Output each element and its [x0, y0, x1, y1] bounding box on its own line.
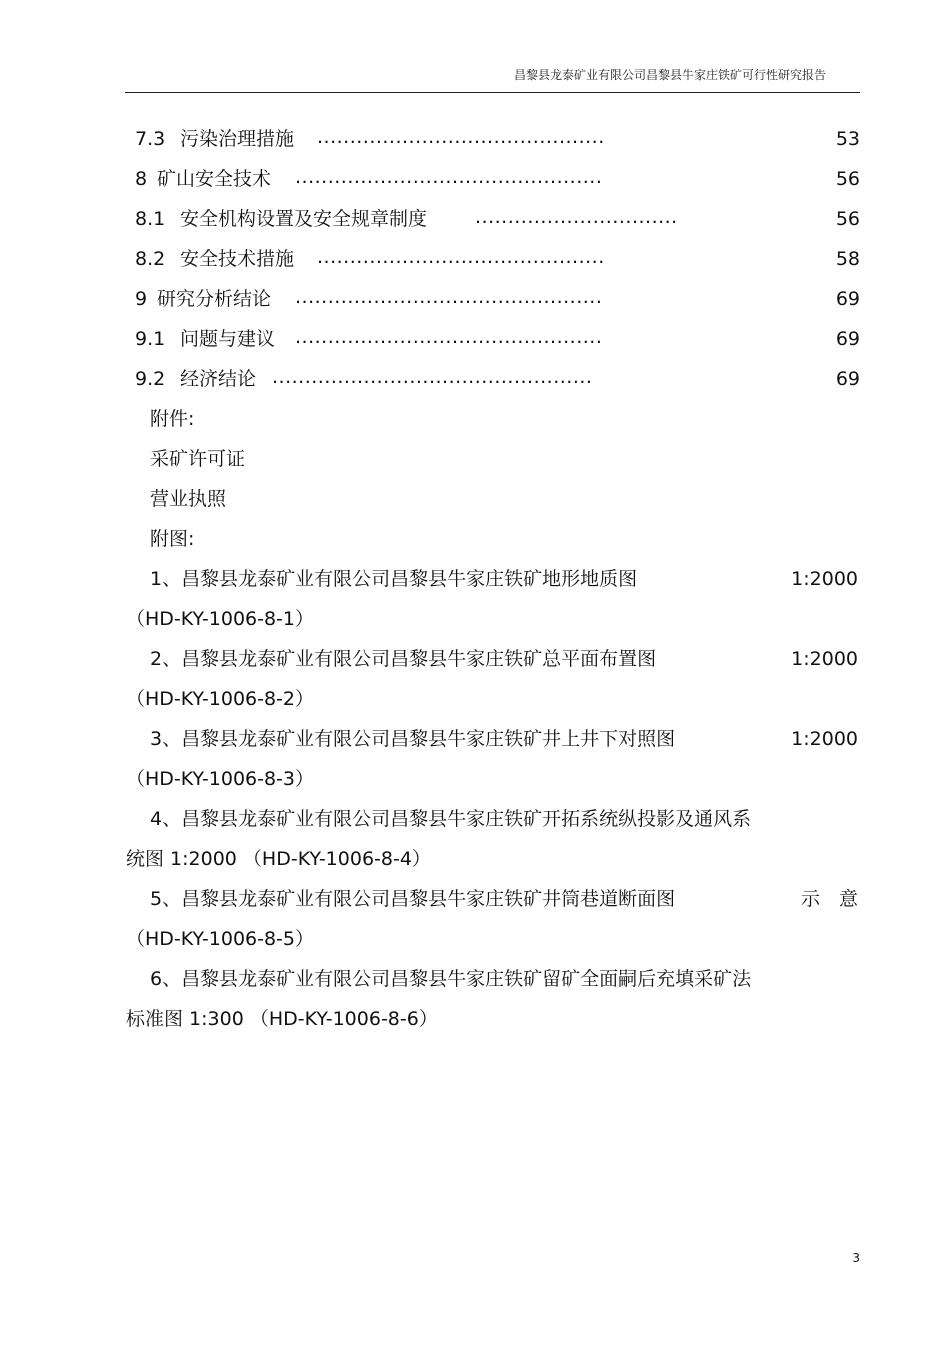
toc-number: 8.2	[135, 248, 166, 270]
toc-title: 研究分析结论	[157, 288, 272, 310]
toc-number: 8	[135, 168, 148, 190]
attachments-label: 附件:	[150, 408, 195, 430]
figure-code: （HD-KY-1006-8-1）	[126, 608, 315, 630]
toc-title: 矿山安全技术	[157, 168, 272, 190]
figure-code: 标准图 1:300 （HD-KY-1006-8-6）	[126, 1008, 438, 1030]
toc-title: 污染治理措施	[180, 128, 295, 150]
toc-row[interactable]	[135, 125, 860, 153]
toc-number: 9.1	[135, 328, 166, 350]
toc-row[interactable]	[135, 285, 860, 313]
toc-row[interactable]	[135, 245, 860, 273]
page-header	[125, 64, 860, 93]
toc-leader-dots: ...............................	[475, 206, 678, 228]
toc-page: 69	[835, 368, 860, 390]
figure-code: （HD-KY-1006-8-5）	[126, 928, 315, 950]
figure-title: 3、昌黎县龙泰矿业有限公司昌黎县牛家庄铁矿井上井下对照图	[150, 728, 676, 750]
toc-page: 58	[835, 248, 860, 270]
toc-title: 安全机构设置及安全规章制度	[180, 208, 428, 230]
header-title: 昌黎县龙泰矿业有限公司昌黎县牛家庄铁矿可行性研究报告	[513, 68, 826, 82]
toc-leader-dots: ...............................................	[295, 166, 603, 188]
figure-scale: 示 意	[800, 888, 858, 910]
toc-number: 7.3	[135, 128, 166, 150]
attachment-item: 采矿许可证	[150, 448, 246, 470]
figure-code: 统图 1:2000 （HD-KY-1006-8-4）	[126, 848, 431, 870]
toc-number: 9.2	[135, 368, 166, 390]
toc-leader-dots: ...............................................	[295, 286, 603, 308]
figure-scale: 1:2000	[791, 568, 858, 590]
toc-number: 9	[135, 288, 148, 310]
figures-label: 附图:	[150, 528, 195, 550]
figure-title: 6、昌黎县龙泰矿业有限公司昌黎县牛家庄铁矿留矿全面嗣后充填采矿法	[150, 968, 752, 990]
toc-row[interactable]	[135, 165, 860, 193]
figure-scale: 1:2000	[791, 648, 858, 670]
figure-title: 5、昌黎县龙泰矿业有限公司昌黎县牛家庄铁矿井筒巷道断面图	[150, 888, 676, 910]
toc-row[interactable]	[135, 205, 860, 233]
page-number: 3	[852, 1251, 860, 1265]
toc-row[interactable]	[135, 365, 860, 393]
toc-page: 56	[835, 168, 860, 190]
toc-leader-dots: ............................................	[317, 126, 605, 148]
figure-scale: 1:2000	[791, 728, 858, 750]
attachment-item: 营业执照	[150, 488, 227, 510]
toc-page: 69	[835, 328, 860, 350]
toc-page: 53	[835, 128, 860, 150]
toc-leader-dots: ...............................................	[295, 326, 603, 348]
toc-row[interactable]	[135, 325, 860, 353]
toc-page: 56	[835, 208, 860, 230]
figure-title: 4、昌黎县龙泰矿业有限公司昌黎县牛家庄铁矿开拓系统纵投影及通风系	[150, 808, 752, 830]
toc-title: 安全技术措施	[180, 248, 295, 270]
toc-title: 经济结论	[180, 368, 257, 390]
toc-page: 69	[835, 288, 860, 310]
figure-code: （HD-KY-1006-8-3）	[126, 768, 315, 790]
toc-title: 问题与建议	[180, 328, 276, 350]
toc-leader-dots: .................................................	[272, 366, 593, 388]
toc-leader-dots: ............................................	[317, 246, 605, 268]
figure-title: 2、昌黎县龙泰矿业有限公司昌黎县牛家庄铁矿总平面布置图	[150, 648, 657, 670]
figure-code: （HD-KY-1006-8-2）	[126, 688, 315, 710]
figure-title: 1、昌黎县龙泰矿业有限公司昌黎县牛家庄铁矿地形地质图	[150, 568, 638, 590]
toc-number: 8.1	[135, 208, 166, 230]
